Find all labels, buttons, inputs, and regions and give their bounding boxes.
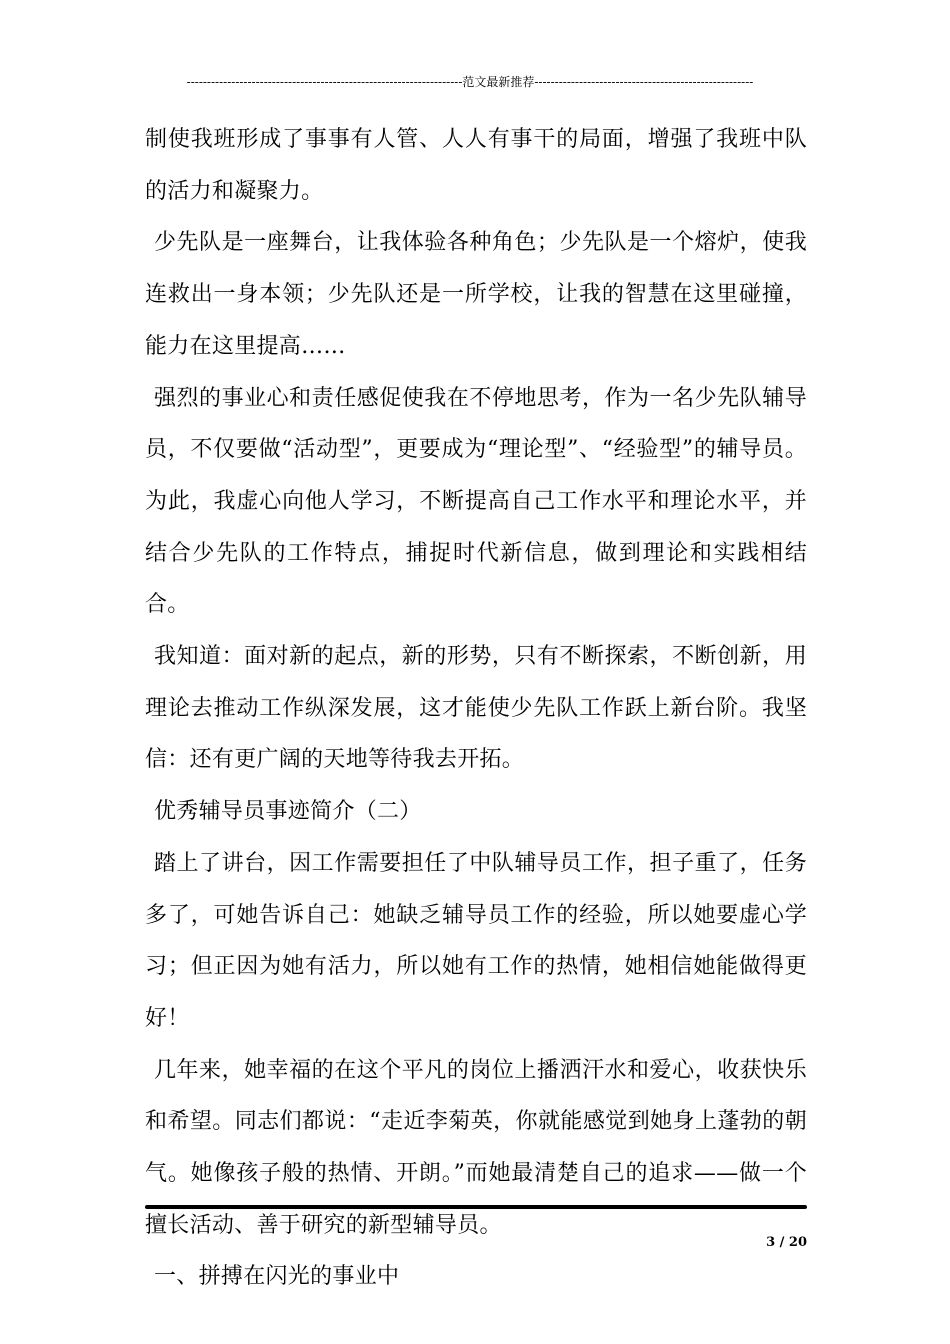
paragraph: 少先队是一座舞台，让我体验各种角色；少先队是一个熔炉，使我连救出一身本领；少先队还是一所学校，让我的智慧在这里碰撞，能力在这里提高……	[145, 230, 807, 359]
paragraph: 几年来，她幸福的在这个平凡的岗位上播洒汗水和爱心，收获快乐和希望。同志们都说：“走近李菊英，你就能感觉到她身上蓬勃的朝气。她像孩子般的热情、开朗。”而她最清楚自己的追求——做一个擅长活动、善于研究的新型辅导员。	[145, 1057, 807, 1238]
page-number: 3 / 20	[766, 1235, 807, 1250]
paragraph: 制使我班形成了事事有人管、人人有事干的局面，增强了我班中队的活力和凝聚力。	[145, 127, 807, 204]
paragraph: 强烈的事业心和责任感促使我在不停地思考，作为一名少先队辅导员，不仅要做“活动型”，更要成为“理论型”、“经验型”的辅导员。为此，我虚心向他人学习，不断提高自己工作水平和理论水平，并结合少先队的工作特点，捕捉时代新信息，做到理论和实践相结合。	[145, 385, 807, 618]
page-header: --------------------------------------------------------------------范文最新推荐------------------------------------------------------	[186, 75, 754, 89]
footer-divider	[145, 1205, 807, 1209]
section-heading: 优秀辅导员事迹简介（二）	[154, 799, 422, 825]
document-body	[145, 114, 807, 1303]
section-heading: 一、拼搏在闪光的事业中	[154, 1264, 400, 1290]
paragraph: 踏上了讲台，因工作需要担任了中队辅导员工作，担子重了，任务多了，可她告诉自己：她缺乏辅导员工作的经验，所以她要虚心学习；但正因为她有活力，所以她有工作的热情，她相信她能做得更好！	[145, 850, 807, 1031]
paragraph: 我知道：面对新的起点，新的形势，只有不断探索，不断创新，用理论去推动工作纵深发展，这才能使少先队工作跃上新台阶。我坚信：还有更广阔的天地等待我去开拓。	[145, 644, 807, 773]
